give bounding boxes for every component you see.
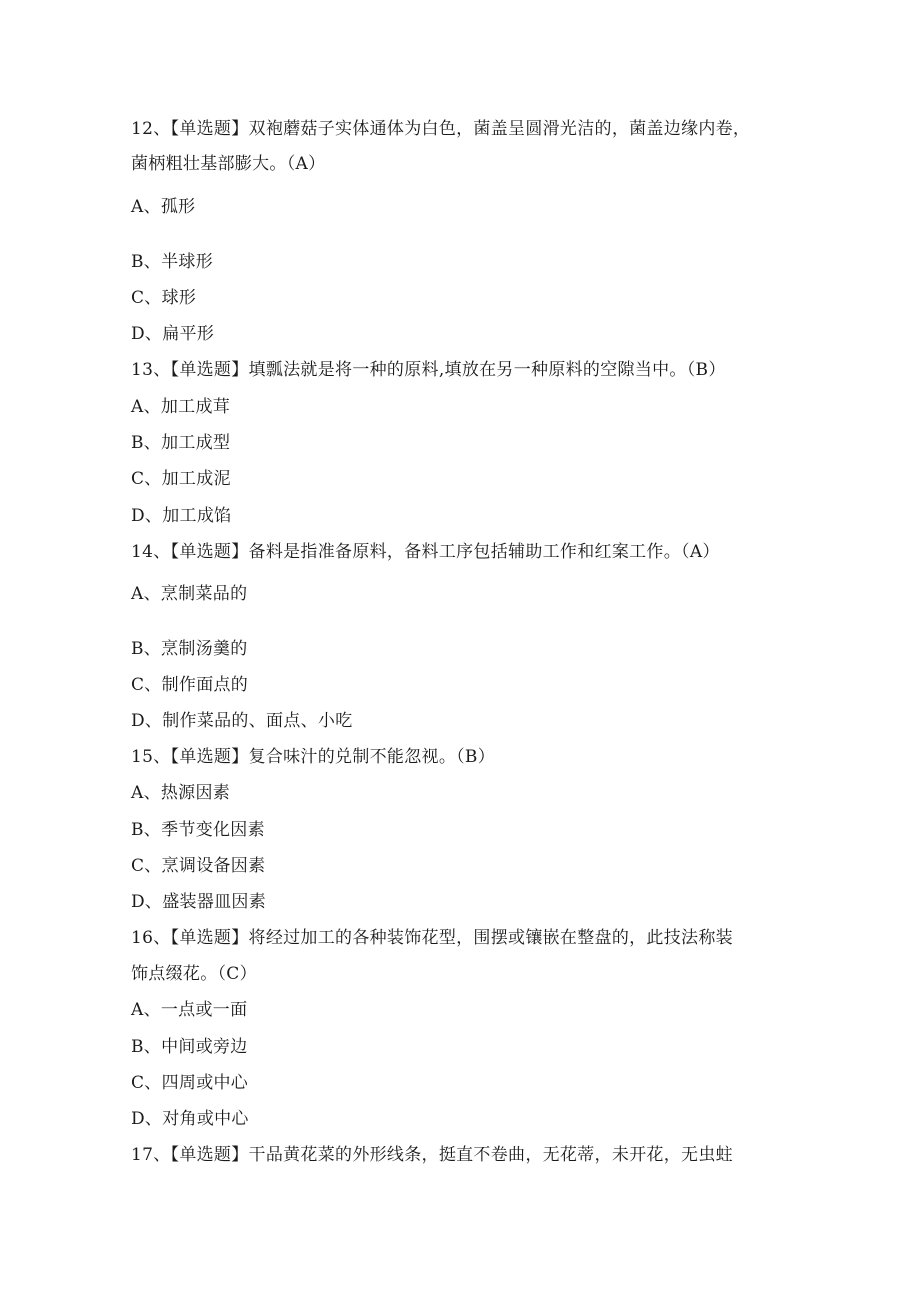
question-15-option-c: C、烹调设备因素 [131, 856, 266, 876]
question-12-option-b: B、半球形 [131, 252, 213, 272]
question-13-option-d: D、加工成馅 [131, 506, 232, 526]
question-16-stem-line-2: 饰点缀花。（C） [131, 964, 257, 984]
question-15-option-b: B、季节变化因素 [131, 820, 265, 840]
question-14-option-c: C、制作面点的 [131, 675, 249, 695]
question-16-stem-line-1: 16、【单选题】将经过加工的各种装饰花型，围摆或镶嵌在整盘的，此技法称装 [131, 928, 733, 948]
question-14-stem-line-1: 14、【单选题】备料是指准备原料，备料工序包括辅助工作和红案工作。（A） [131, 542, 720, 562]
question-14-option-d: D、制作菜品的、面点、小吃 [131, 711, 353, 731]
question-12-option-c: C、球形 [131, 288, 197, 308]
question-16-option-b: B、中间或旁边 [131, 1037, 248, 1057]
question-13-stem-line-1: 13、【单选题】填瓢法就是将一种的原料,填放在另一种原料的空隙当中。（B） [131, 360, 726, 380]
question-17-stem-line-1: 17、【单选题】干品黄花菜的外形线条，挺直不卷曲，无花蒂，未开花，无虫蛀 [131, 1145, 733, 1165]
question-14-option-b: B、烹制汤羹的 [131, 639, 248, 659]
question-13-option-b: B、加工成型 [131, 433, 231, 453]
question-15-stem-line-1: 15、【单选题】复合味汁的兑制不能忽视。（B） [131, 747, 496, 767]
question-12-stem-line-1: 12、【单选题】双袍蘑菇子实体通体为白色，菌盖呈圆滑光洁的，菌盖边缘内卷， [131, 119, 751, 139]
question-16-option-a: A、一点或一面 [131, 1000, 248, 1020]
question-15-option-a: A、热源因素 [131, 783, 231, 803]
question-12-option-a: A、孤形 [131, 197, 196, 217]
question-13-option-a: A、加工成茸 [131, 397, 231, 417]
question-12-stem-line-2: 菌柄粗壮基部膨大。（A） [131, 154, 326, 174]
question-15-option-d: D、盛装器皿因素 [131, 892, 267, 912]
question-16-option-c: C、四周或中心 [131, 1073, 249, 1093]
question-14-option-a: A、烹制菜品的 [131, 584, 248, 604]
question-16-option-d: D、对角或中心 [131, 1109, 249, 1129]
question-13-option-c: C、加工成泥 [131, 469, 231, 489]
question-12-option-d: D、扁平形 [131, 324, 215, 344]
